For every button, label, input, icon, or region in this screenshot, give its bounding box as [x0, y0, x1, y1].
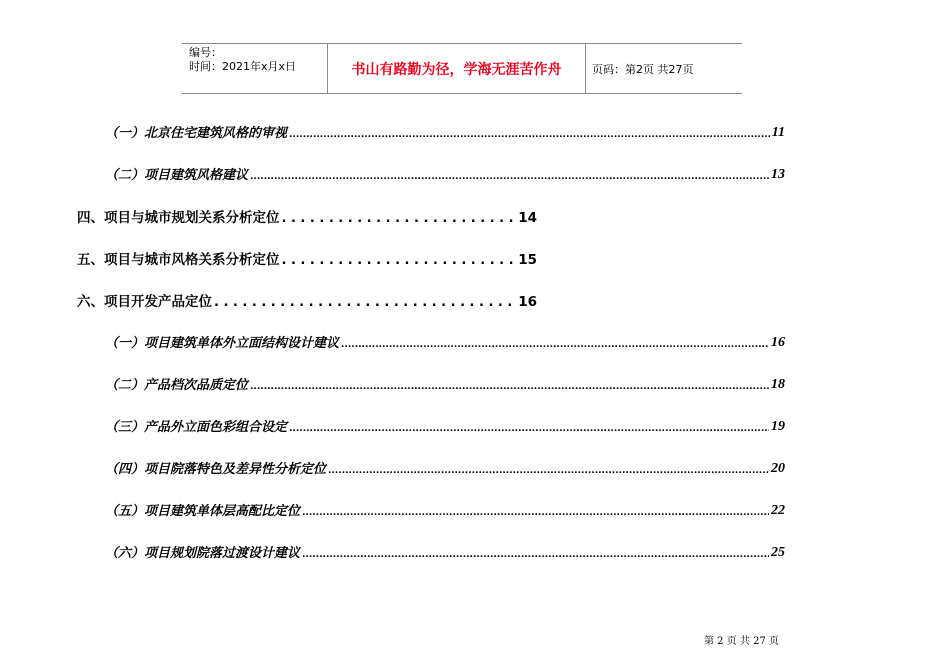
toc-entry-label: （五）项目建筑单体层高配比定位 [105, 504, 301, 519]
toc-entry-page: 25 [771, 545, 785, 560]
toc-entry-label: 五、项目与城市风格关系分析定位 [77, 252, 280, 268]
toc-entry[interactable] [105, 374, 785, 393]
toc-entry[interactable] [105, 542, 785, 561]
toc-dot-leader [282, 210, 517, 226]
toc-entry-page: 15 [518, 252, 537, 268]
toc-entry-label: 六、项目开发产品定位 [77, 294, 212, 310]
header-meta [182, 44, 328, 93]
toc-entry-label: 四、项目与城市规划关系分析定位 [77, 210, 280, 226]
toc-entry-label: （三）产品外立面色彩组合设定 [105, 420, 288, 435]
toc-dot-leader [289, 126, 770, 141]
toc-entry-page: 13 [771, 167, 785, 182]
toc-entry-label: （二）产品档次品质定位 [105, 378, 249, 393]
toc-entry-page: 19 [771, 419, 785, 434]
toc-entry-label: （一）项目建筑单体外立面结构设计建议 [105, 336, 340, 351]
toc-dot-leader [302, 504, 769, 519]
toc-entry[interactable] [105, 332, 785, 351]
page-header [182, 43, 742, 94]
toc-entry-label: （六）项目规划院落过渡设计建议 [105, 546, 301, 561]
header-page-info: 页码：第2页 共27页 [592, 62, 694, 76]
header-motto: 书山有路勤为径，学海无涯苦作舟 [328, 44, 586, 93]
toc-entry[interactable] [105, 500, 785, 519]
toc-entry[interactable] [105, 458, 785, 477]
toc-entry-page: 22 [771, 503, 785, 518]
time-label: 时间：2021年x月x日 [189, 60, 297, 73]
toc-entry[interactable] [105, 122, 785, 141]
toc-dot-leader [302, 546, 769, 561]
toc-entry[interactable] [77, 206, 537, 226]
toc-entry[interactable] [105, 164, 785, 183]
toc-entry[interactable] [77, 290, 537, 310]
toc-dot-leader [250, 378, 769, 393]
toc-entry-label: （一）北京住宅建筑风格的审视 [105, 126, 288, 141]
toc-dot-leader [341, 336, 769, 351]
toc-dot-leader [282, 252, 517, 268]
toc-dot-leader [328, 462, 769, 477]
toc-entry[interactable] [105, 416, 785, 435]
code-label: 编号： [189, 46, 222, 59]
toc-dot-leader [214, 294, 516, 310]
page-footer: 第 2 页 共 27 页 [704, 636, 779, 647]
toc-entry-page: 18 [771, 377, 785, 392]
toc-entry-page: 20 [771, 461, 785, 476]
toc-dot-leader [250, 168, 769, 183]
toc-entry-page: 16 [518, 294, 537, 310]
toc-entry-page: 16 [771, 335, 785, 350]
toc-entry-page: 11 [771, 125, 785, 140]
toc-entry[interactable] [77, 248, 537, 268]
toc-entry-label: （四）项目院落特色及差异性分析定位 [105, 462, 327, 477]
toc-entry-label: （二）项目建筑风格建议 [105, 168, 249, 183]
toc-entry-page: 14 [518, 210, 537, 226]
toc-dot-leader [289, 420, 769, 435]
